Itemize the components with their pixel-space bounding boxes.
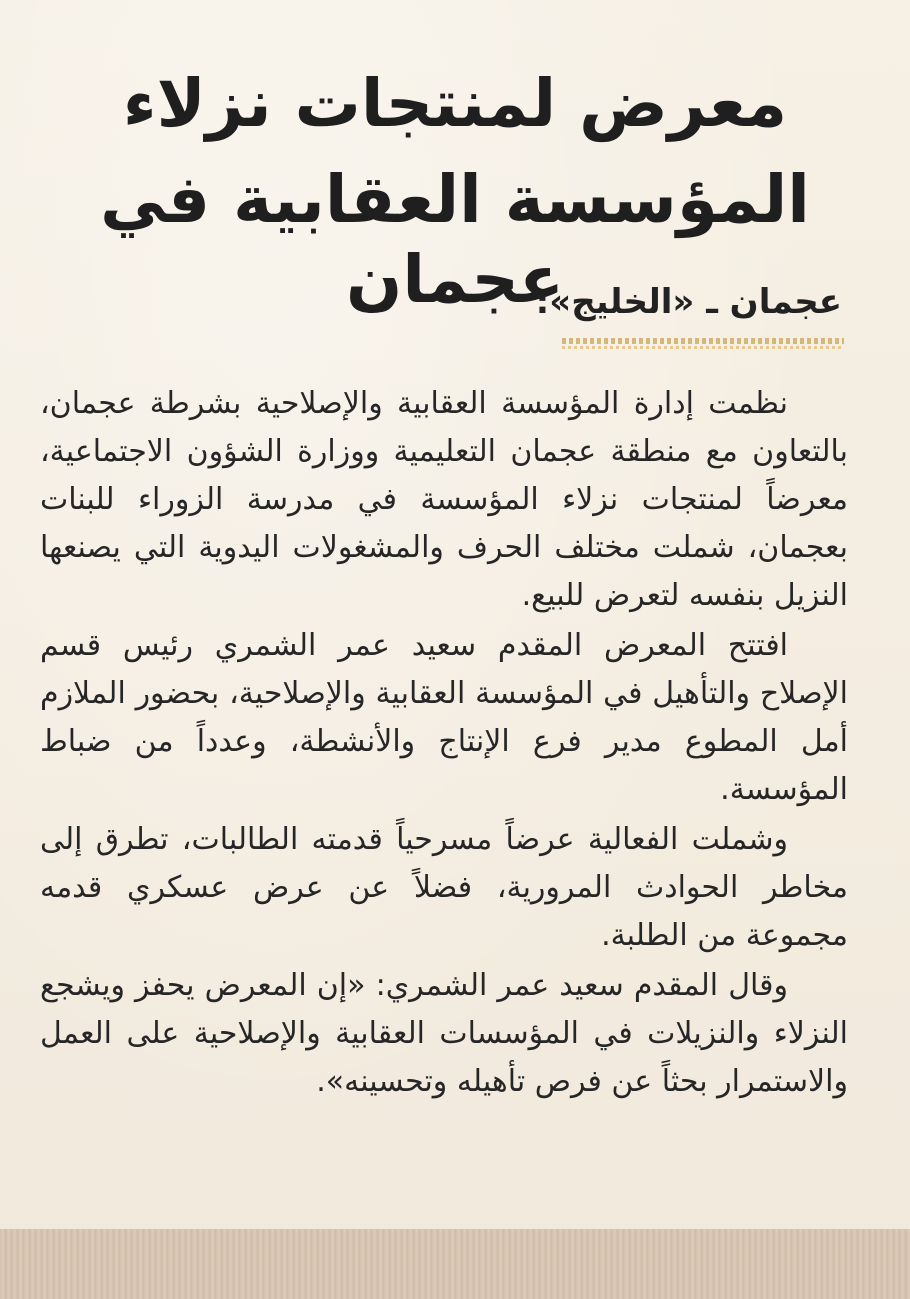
byline-underline [562, 338, 844, 344]
byline-underline-secondary [562, 346, 844, 349]
paper-bottom-edge [0, 1229, 910, 1299]
byline: عجمان ـ «الخليج»: [535, 282, 842, 322]
headline-line-2: المؤسسة العقابية في عجمان [100, 161, 810, 318]
paragraph-1 [40, 380, 848, 620]
article-body [40, 380, 848, 1106]
paragraph-3 [40, 816, 848, 960]
paragraph-3-text: وشملت الفعالية عرضاً مسرحياً قدمته الطالبات، تطرق إلى مخاطر الحوادث المرورية، فضلاً عن عرض عسكري قدمه مجموعة من الطلبة. [40, 822, 848, 953]
headline-line-1: معرض لمنتجات نزلاء [122, 65, 788, 142]
paragraph-1-text: نظمت إدارة المؤسسة العقابية والإصلاحية بشرطة عجمان، بالتعاون مع منطقة عجمان التعليمية ووزارة الشؤون الاجتماعية، معرضاً لمنتجات نزلاء المؤسسة في مدرسة الزوراء للبنات بعجمان، شملت مختلف الحرف والمشغولات اليدوية التي يصنعها النزيل بنفسه لتعرض للبيع. [40, 386, 848, 613]
paragraph-2-text: افتتح المعرض المقدم سعيد عمر الشمري رئيس قسم الإصلاح والتأهيل في المؤسسة العقابية والإصلاحية، بحضور الملازم أمل المطوع مدير فرع الإنتاج والأنشطة، وعدداً من ضباط المؤسسة. [40, 628, 848, 807]
paragraph-2 [40, 622, 848, 814]
paragraph-4-text: وقال المقدم سعيد عمر الشمري: «إن المعرض يحفز ويشجع النزلاء والنزيلات في المؤسسات العقابية والإصلاحية على العمل والاستمرار بحثاً عن فرص تأهيله وتحسينه». [40, 968, 848, 1099]
paragraph-4 [40, 962, 848, 1106]
